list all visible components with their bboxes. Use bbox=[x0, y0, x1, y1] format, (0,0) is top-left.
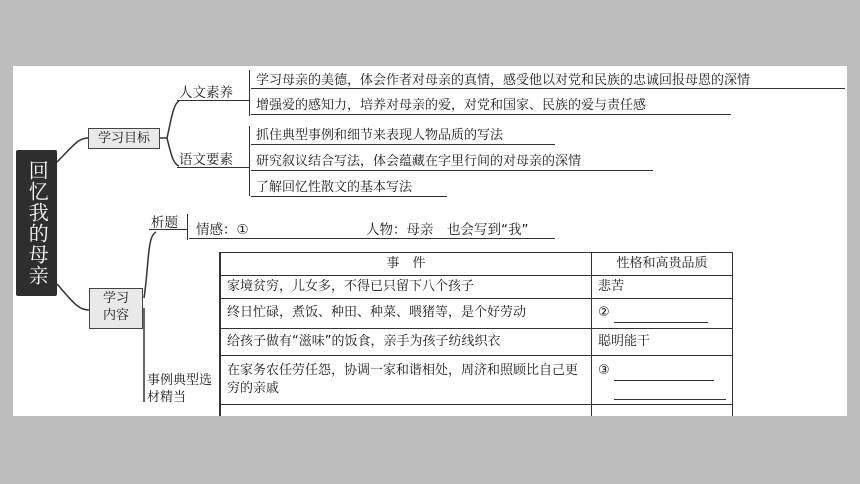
table-row bbox=[221, 276, 733, 299]
quality-cell: 悲苦 bbox=[592, 276, 733, 299]
goals-label: 学习目标 bbox=[97, 131, 150, 146]
mind-map-panel bbox=[13, 66, 847, 416]
table-row bbox=[221, 405, 733, 417]
main-title: 回忆我的母亲 bbox=[25, 160, 50, 286]
humanities-item-1-line bbox=[251, 88, 845, 89]
language-item-1: 抓住典型事例和细节来表现人物品质的写法 bbox=[256, 128, 504, 143]
humanities-item-2-line bbox=[251, 114, 731, 115]
examples-label: 事例典型选材精当 bbox=[147, 373, 213, 405]
event-cell: 给孩子做有“滋味”的饭食，亲手为孩子纺线织衣 bbox=[221, 329, 592, 356]
language-item-2-line bbox=[251, 170, 653, 171]
event-cell: 在家务农任劳任怨，协调一家和谐相处，周济和照顾比自己更穷的亲戚 bbox=[221, 356, 592, 405]
title-analysis-line bbox=[189, 238, 555, 239]
quality-marker: ③ bbox=[598, 363, 610, 378]
emotion-line bbox=[196, 218, 341, 239]
humanities-bracket bbox=[249, 70, 250, 116]
language-item-1-line bbox=[251, 144, 555, 145]
title-analysis-bracket bbox=[187, 214, 188, 240]
header-event: 事 件 bbox=[221, 253, 592, 276]
events-table bbox=[220, 252, 733, 416]
header-quality: 性格和高贵品质 bbox=[592, 253, 733, 276]
humanities-label: 人文素养 bbox=[179, 85, 233, 101]
table-header-row bbox=[221, 253, 733, 276]
humanities-item-2: 增强爱的感知力，培养对母亲的爱，对党和国家、民族的爱与责任感 bbox=[256, 98, 647, 113]
title-analysis-label: 析题 bbox=[151, 215, 178, 231]
quality-blank bbox=[614, 362, 714, 381]
language-label: 语文要素 bbox=[179, 152, 233, 168]
table-row bbox=[221, 329, 733, 356]
quality-blank bbox=[614, 304, 708, 323]
quality-cell-empty bbox=[592, 405, 733, 417]
event-cell: 家境贫穷，儿女多，不得已只留下八个孩子 bbox=[221, 276, 592, 299]
quality-marker: ② bbox=[598, 305, 610, 320]
event-cell: 终日忙碌，煮饭、种田、种菜、喂猪等，是个好劳动 bbox=[221, 299, 592, 329]
content-label: 学习内容 bbox=[102, 291, 129, 323]
quality-cell-blank bbox=[592, 356, 733, 405]
emotion-blank bbox=[255, 222, 341, 239]
event-cell-empty bbox=[221, 405, 592, 417]
quality-cell-blank bbox=[592, 299, 733, 329]
quality-cell: 聪明能干 bbox=[592, 329, 733, 356]
person-text: 人物：母亲 也会写到“我” bbox=[366, 222, 529, 238]
title-analysis-underline bbox=[149, 229, 187, 230]
table-row bbox=[221, 299, 733, 329]
table-row bbox=[221, 356, 733, 405]
language-item-3: 了解回忆性散文的基本写法 bbox=[256, 180, 413, 195]
goals-box bbox=[88, 128, 160, 149]
content-box bbox=[89, 288, 143, 329]
language-item-2: 研究叙议结合写法，体会蕴藏在字里行间的对母亲的深情 bbox=[256, 154, 582, 169]
language-item-3-line bbox=[251, 196, 447, 197]
humanities-item-1: 学习母亲的美德，体会作者对母亲的真情，感受他以对党和民族的忠诚回报母恩的深情 bbox=[256, 73, 751, 88]
humanities-underline bbox=[177, 100, 249, 101]
language-underline bbox=[177, 167, 249, 168]
quality-blank-2 bbox=[614, 381, 726, 400]
language-bracket bbox=[249, 126, 250, 196]
emotion-prefix: 情感：① bbox=[196, 222, 249, 238]
